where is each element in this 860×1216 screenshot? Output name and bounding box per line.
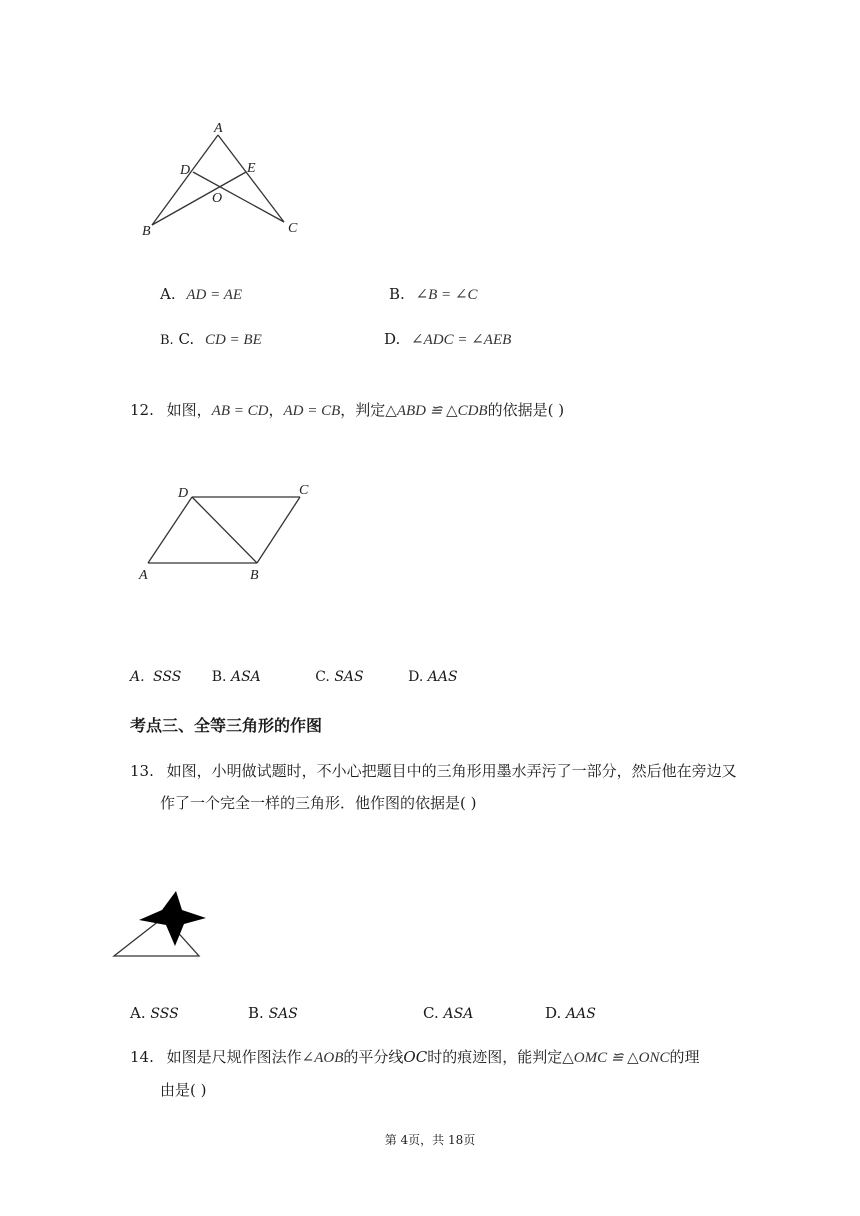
math-expr: △OMC ≌ △ONC xyxy=(562,1050,670,1066)
option-letter: A. xyxy=(160,285,176,303)
option-text: ∠B = ∠C xyxy=(415,287,478,303)
question-text: ，判定 xyxy=(340,401,386,419)
option-letter: C. xyxy=(178,330,195,348)
q13-option-d xyxy=(545,1004,596,1022)
option-letter: C. xyxy=(423,1004,439,1022)
question-13-line2: 作了一个完全一样的三角形．他作图的依据是( ) xyxy=(160,794,477,812)
label-a: A xyxy=(139,568,148,583)
question-text: 如图，小明做试题时，不小心把题目中的三角形用墨水弄污了一部分，然后他在旁边又 xyxy=(166,762,737,780)
math-expr: AD = CB xyxy=(283,403,341,419)
question-14-line2: 由是( ) xyxy=(160,1081,207,1099)
q12-options xyxy=(130,669,458,685)
ink-blot xyxy=(139,891,206,946)
question-text: 的依据是( ) xyxy=(487,401,565,419)
figure-ink-blot-triangle xyxy=(105,880,225,965)
question-number: 12. xyxy=(130,401,154,419)
option-letter: B. xyxy=(248,1004,264,1022)
question-text: ， xyxy=(268,401,284,419)
section-heading: 考点三、全等三角形的作图 xyxy=(130,716,323,735)
math-expr: AB = CD xyxy=(211,403,269,419)
option-text: SSS xyxy=(150,1006,179,1022)
option-text: ∠ADC = ∠AEB xyxy=(411,332,512,348)
question-number: 14. xyxy=(130,1048,154,1066)
option-text: SSS xyxy=(153,669,182,685)
option-a xyxy=(130,669,186,685)
option-text: AAS xyxy=(427,669,458,685)
option-text: ASA xyxy=(443,1006,474,1022)
label-d: D xyxy=(180,163,191,178)
label-a: A xyxy=(214,121,223,136)
question-text: 的理 xyxy=(669,1048,700,1066)
label-c: C xyxy=(288,221,298,236)
math-expr: △ABD ≌ △CDB xyxy=(385,403,488,419)
question-14 xyxy=(130,1046,700,1069)
q13-option-b xyxy=(248,1004,298,1022)
question-text: 如图是尺规作图法作 xyxy=(166,1048,302,1066)
question-13 xyxy=(130,760,737,782)
option-letter: B. xyxy=(389,285,405,303)
option-letter: D. xyxy=(384,330,401,348)
option-c xyxy=(315,669,368,685)
question-text: 如图， xyxy=(166,401,212,419)
option-text: AAS xyxy=(566,1006,596,1022)
q11-option-a xyxy=(160,285,242,304)
label-b: B xyxy=(142,224,151,239)
option-letter: A. xyxy=(130,1004,146,1022)
q11-option-b xyxy=(389,285,478,304)
option-letter: B. xyxy=(211,669,227,685)
label-o: O xyxy=(212,191,223,206)
q13-option-a xyxy=(130,1004,179,1022)
q13-option-c xyxy=(423,1004,473,1022)
figure-triangle-abc xyxy=(130,115,320,245)
option-b xyxy=(212,669,265,685)
option-letter: D. xyxy=(408,669,424,685)
option-text: CD = BE xyxy=(204,332,262,348)
q11-option-c xyxy=(160,330,262,349)
page-footer: 第 4页，共 18页 xyxy=(384,1133,476,1147)
question-text: 的平分线 xyxy=(343,1048,404,1066)
option-text: AD = AE xyxy=(186,287,243,303)
option-text: SAS xyxy=(334,669,364,685)
q11-option-d xyxy=(384,330,511,349)
option-text: SAS xyxy=(268,1006,298,1022)
question-number: 13. xyxy=(130,762,154,780)
label-e: E xyxy=(247,161,256,176)
option-prefix: B. xyxy=(160,333,174,348)
label-c: C xyxy=(299,483,309,498)
question-12 xyxy=(130,399,564,422)
math-expr: ∠AOB xyxy=(301,1050,344,1066)
question-text: 时的痕迹图，能判定 xyxy=(427,1048,563,1066)
option-d xyxy=(408,669,457,685)
math-expr: OC xyxy=(403,1048,428,1066)
figure-parallelogram-abcd xyxy=(130,478,320,588)
option-text: ASA xyxy=(230,669,261,685)
option-letter: D. xyxy=(545,1004,562,1022)
label-d: D xyxy=(178,486,189,501)
option-letter: A. xyxy=(130,669,145,685)
label-b: B xyxy=(250,568,259,583)
option-letter: C. xyxy=(315,669,330,685)
